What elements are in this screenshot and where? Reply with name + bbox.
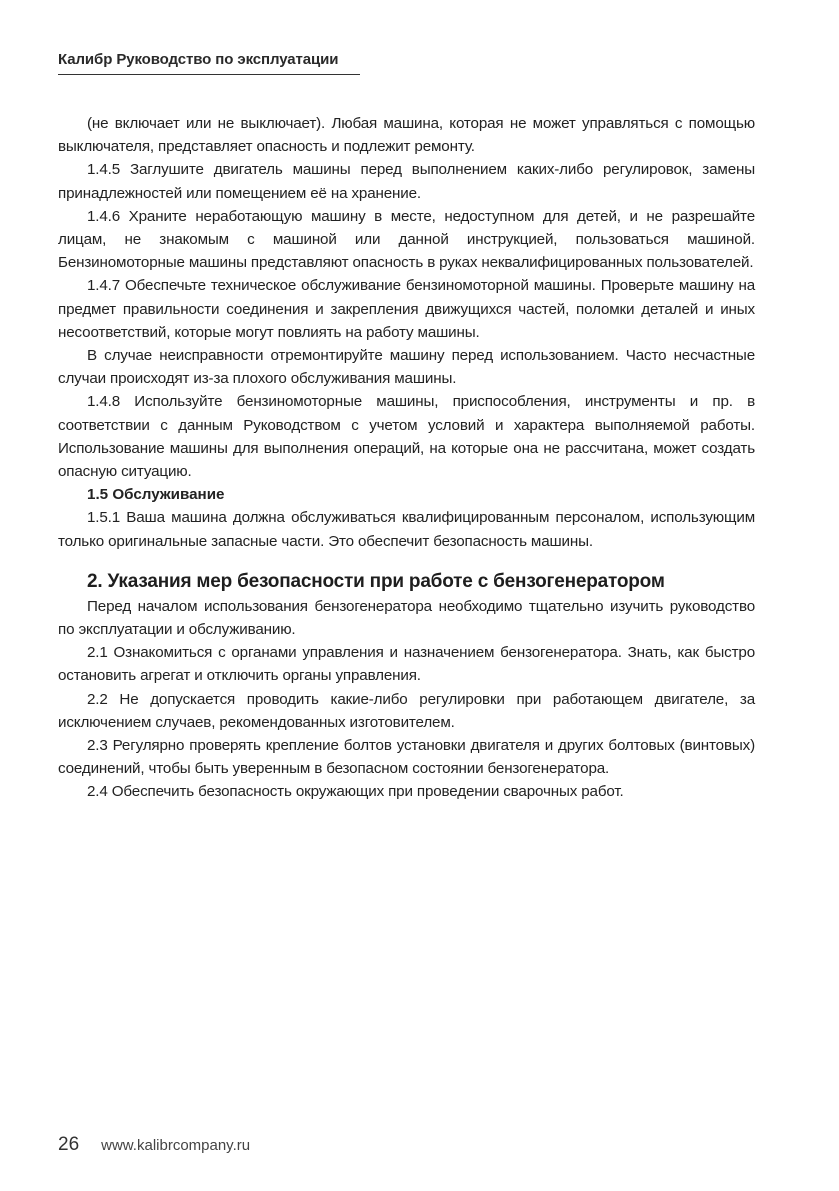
paragraph-1-4-6: 1.4.6 Храните неработающую машину в месте, недоступном для детей, и не разрешайте лицам, не знакомым с машиной или данной инструкцией, пользоваться машиной. Бензиномоторные машины представляют опасность в руках неквалифицированных пользователей. bbox=[58, 207, 755, 272]
page-number: 26 bbox=[58, 1134, 80, 1155]
paragraph-1-4-7: 1.4.7 Обеспечьте техническое обслуживание бензиномоторной машины. Проверьте машину на предмет правильности соединения и закрепления движущихся частей, поломки деталей и иных несоответствий, которые могут повлиять на работу машины. bbox=[58, 277, 755, 341]
page-footer bbox=[58, 1134, 250, 1156]
paragraph-continuation: (не включает или не выключает). Любая машина, которая не может управляться с помощью выключателя, представляет опасность и подлежит ремонту. bbox=[58, 115, 755, 156]
paragraph-2-2: 2.2 Не допускается проводить какие-либо регулировки при работающем двигателе, за исключением случаев, рекомендованных изготовителем. bbox=[58, 690, 755, 731]
paragraph-1-5-1: 1.5.1 Ваша машина должна обслуживаться квалифицированным персоналом, использующим только оригинальные запасные части. Это обеспечит безопасность машины. bbox=[58, 509, 755, 550]
section-2-title: 2. Указания мер безопасности при работе с бензогенератором bbox=[87, 570, 665, 592]
paragraph-2-3: 2.3 Регулярно проверять крепление болтов установки двигателя и других болтовых (винтовых) соединений, чтобы быть уверенным в безопасном состоянии бензогенератора. bbox=[58, 737, 755, 778]
page-header bbox=[58, 51, 360, 75]
paragraph-section2-intro: Перед началом использования бензогенератора необходимо тщательно изучить руководство по эксплуатации и обслуживанию. bbox=[58, 597, 755, 639]
paragraph-1-4-8: 1.4.8 Используйте бензиномоторные машины, приспособления, инструменты и пр. в соответствии с данным Руководством с учетом условий и характера выполняемой работы. Использование машины для выполнения операций, на которые она не рассчитана, может создать опасную ситуацию. bbox=[58, 393, 755, 481]
header-title: Калибр Руководство по эксплуатации bbox=[58, 51, 339, 68]
website-link: www.kalibrcompany.ru bbox=[101, 1137, 251, 1154]
page-content bbox=[58, 112, 755, 804]
paragraph-2-1: 2.1 Ознакомиться с органами управления и назначением бензогенератора. Знать, как быстро остановить агрегат и отключить органы управления. bbox=[58, 644, 755, 685]
paragraph-1-4-5: 1.4.5 Заглушите двигатель машины перед выполнением каких-либо регулировок, замены принадлежностей или помещением её на хранение. bbox=[58, 161, 755, 202]
paragraph-2-4: 2.4 Обеспечить безопасность окружающих при проведении сварочных работ. bbox=[87, 783, 624, 801]
paragraph-malfunction: В случае неисправности отремонтируйте машину перед использованием. Часто несчастные случаи происходят из-за плохого обслуживания машины. bbox=[58, 347, 755, 388]
subsection-title: 1.5 Обслуживание bbox=[87, 486, 225, 504]
